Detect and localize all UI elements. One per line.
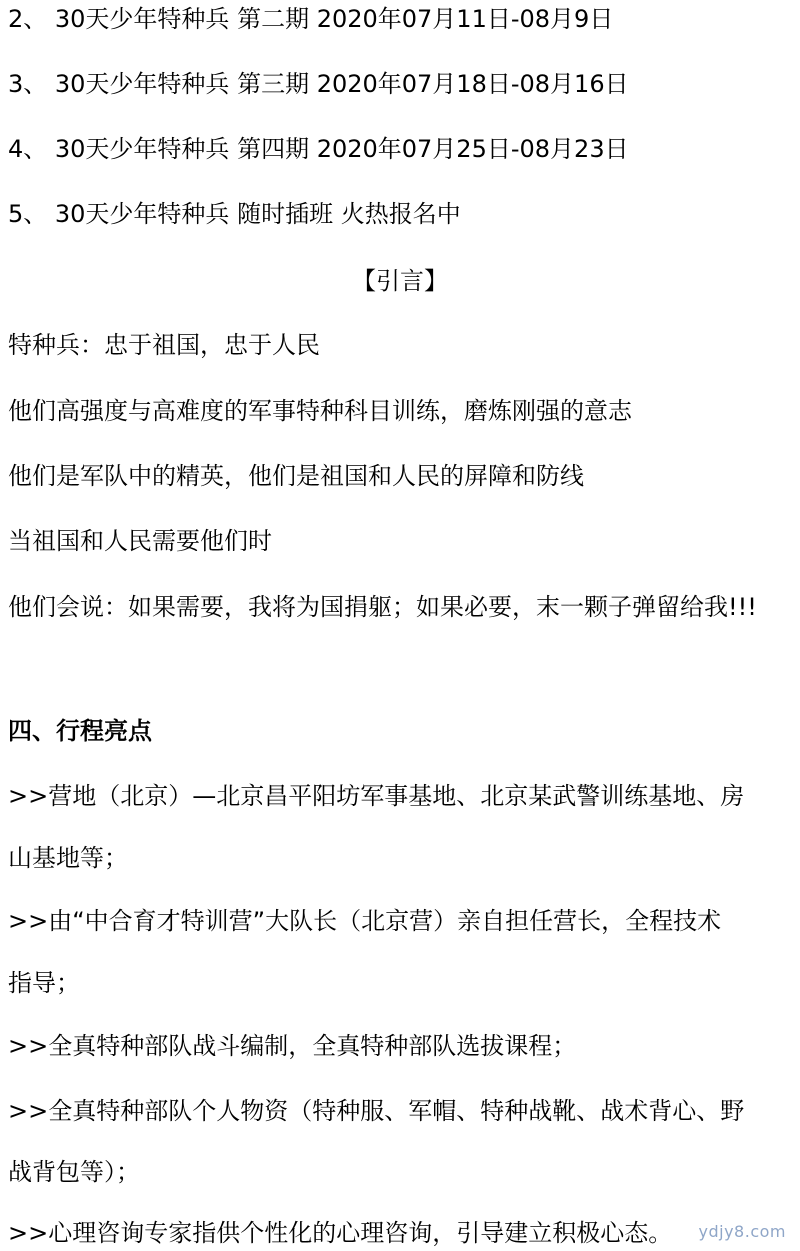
highlight-item-4-line-1: >>全真特种部队个人物资（特种服、军帽、特种战靴、战术背心、野 bbox=[8, 1097, 745, 1125]
highlight-item-2-line-1: >>由“中合育才特训营”大队长（北京营）亲自担任营长，全程技术 bbox=[8, 907, 722, 935]
schedule-item-5: 5、 30天少年特种兵 随时插班 火热报名中 bbox=[8, 200, 461, 228]
intro-line-1: 特种兵：忠于祖国，忠于人民 bbox=[8, 331, 320, 359]
intro-line-2: 他们高强度与高难度的军事特种科目训练，磨炼刚强的意志 bbox=[8, 397, 632, 425]
intro-line-4: 当祖国和人民需要他们时 bbox=[8, 527, 272, 555]
highlights-heading: 四、行程亮点 bbox=[8, 717, 152, 745]
intro-heading: 【引言】 bbox=[352, 267, 448, 295]
highlight-item-5: >>心理咨询专家指供个性化的心理咨询，引导建立积极心态。 bbox=[8, 1219, 673, 1247]
schedule-item-2: 2、 30天少年特种兵 第二期 2020年07月11日-08月9日 bbox=[8, 5, 614, 33]
intro-line-5: 他们会说：如果需要，我将为国捐躯；如果必要，末一颗子弹留给我!!! bbox=[8, 593, 757, 621]
schedule-item-4: 4、 30天少年特种兵 第四期 2020年07月25日-08月23日 bbox=[8, 135, 629, 163]
highlight-item-1-line-2: 山基地等； bbox=[8, 844, 128, 872]
watermark-text: ydjy8.com bbox=[698, 1222, 786, 1241]
schedule-item-3: 3、 30天少年特种兵 第三期 2020年07月18日-08月16日 bbox=[8, 70, 629, 98]
highlight-item-4-line-2: 战背包等）； bbox=[8, 1158, 140, 1186]
intro-line-3: 他们是军队中的精英，他们是祖国和人民的屏障和防线 bbox=[8, 462, 584, 490]
highlight-item-3: >>全真特种部队战斗编制，全真特种部队选拔课程； bbox=[8, 1032, 577, 1060]
highlight-item-2-line-2: 指导； bbox=[8, 969, 80, 997]
highlight-item-1-line-1: >>营地（北京）—北京昌平阳坊军事基地、北京某武警训练基地、房 bbox=[8, 782, 745, 810]
